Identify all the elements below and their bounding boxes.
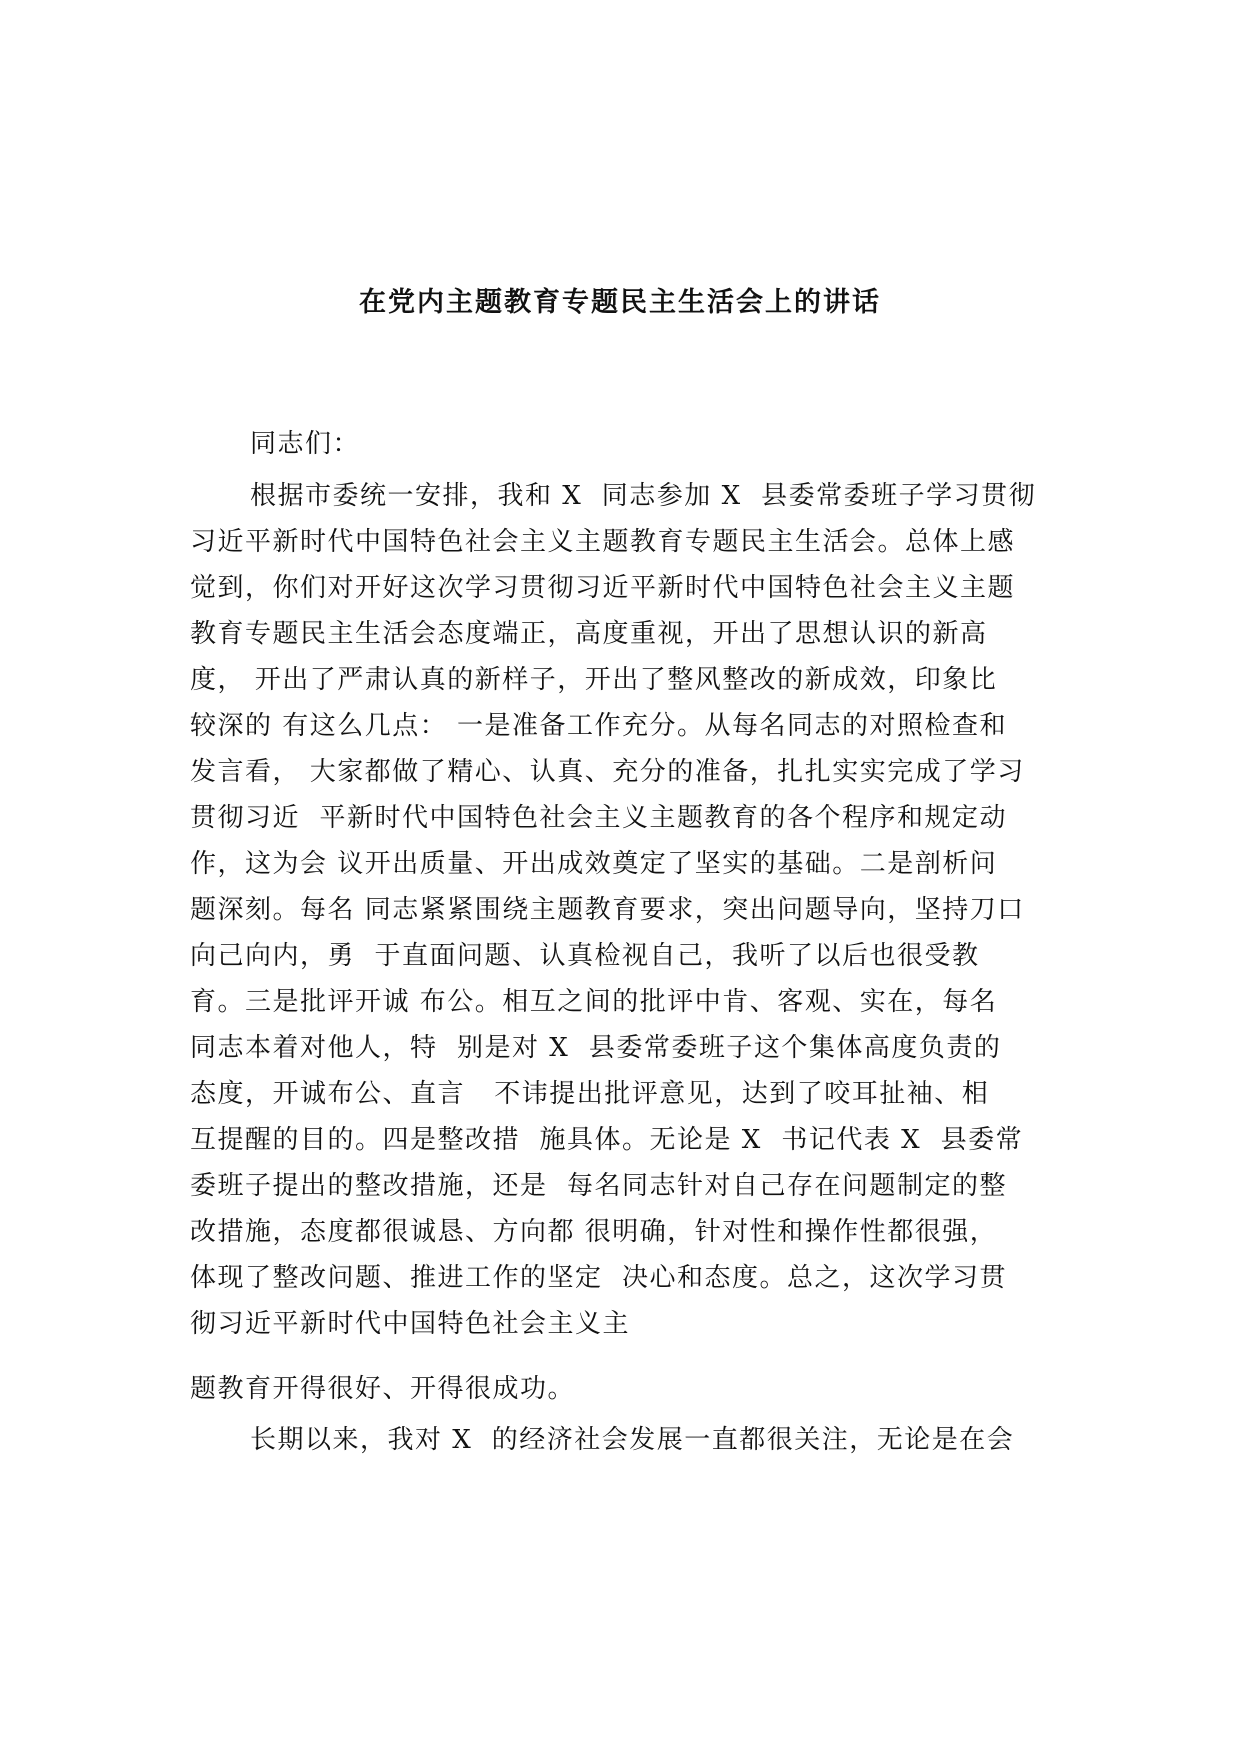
paragraph-line: 体现了整改问题、推进工作的坚定 决心和态度。总之，这次学习贯	[190, 1263, 1008, 1293]
paragraph-line: 教育专题民主生活会态度端正，高度重视，开出了思想认识的新高	[190, 619, 988, 649]
paragraph-line: 题深刻。每名 同志紧紧围绕主题教育要求，突出问题导向，坚持刀口	[190, 895, 1025, 925]
paragraph-line: 贯彻习近 平新时代中国特色社会主义主题教育的各个程序和规定动	[190, 803, 1008, 833]
paragraph-line: 作，这为会 议开出质量、开出成效奠定了坚实的基础。二是剖析问	[190, 849, 998, 879]
paragraph-line: 向己向内，勇 于直面问题、认真检视自己，我听了以后也很受教	[190, 941, 980, 971]
paragraph-line: 题教育开得很好、开得很成功。	[190, 1374, 576, 1404]
paragraph-line: 觉到，你们对开好这次学习贯彻习近平新时代中国特色社会主义主题	[190, 573, 1016, 603]
document-title: 在党内主题教育专题民主生活会上的讲话	[359, 287, 881, 318]
paragraph-line: 育。三是批评开诚 布公。相互之间的批评中肯、客观、实在，每名	[190, 987, 998, 1017]
paragraph-line: 较深的 有这么几点： 一是准备工作充分。从每名同志的对照检查和	[190, 711, 1008, 741]
paragraph-line: 度， 开出了严肃认真的新样子，开出了整风整改的新成效，印象比	[190, 665, 998, 695]
paragraph-line: 彻习近平新时代中国特色社会主义主	[190, 1309, 631, 1339]
paragraph-line: 改措施，态度都很诚恳、方向都 很明确，针对性和操作性都很强，	[190, 1217, 998, 1247]
paragraph-line: 委班子提出的整改措施，还是 每名同志针对自己存在问题制定的整	[190, 1171, 1008, 1201]
paragraph-line: 态度，开诚布公、直言 不讳提出批评意见，达到了咬耳扯袖、相	[190, 1079, 990, 1109]
paragraph-line: 习近平新时代中国特色社会主义主题教育专题民主生活会。总体上感	[190, 527, 1016, 557]
paragraph-line: 根据市委统一安排，我和 X 同志参加 X 县委常委班子学习贯彻	[250, 481, 1037, 511]
paragraph-line: 发言看， 大家都做了精心、认真、充分的准备，扎扎实实完成了学习	[190, 757, 1025, 787]
paragraph-line: 同志本着对他人，特 别是对 X 县委常委班子这个集体高度负责的	[190, 1033, 1002, 1063]
paragraph-line: 长期以来，我对 X 的经济社会发展一直都很关注，无论是在会	[250, 1425, 1015, 1455]
salutation: 同志们：	[250, 429, 361, 459]
paragraph-line: 互提醒的目的。四是整改措 施具体。无论是 X 书记代表 X 县委常	[190, 1125, 1024, 1155]
